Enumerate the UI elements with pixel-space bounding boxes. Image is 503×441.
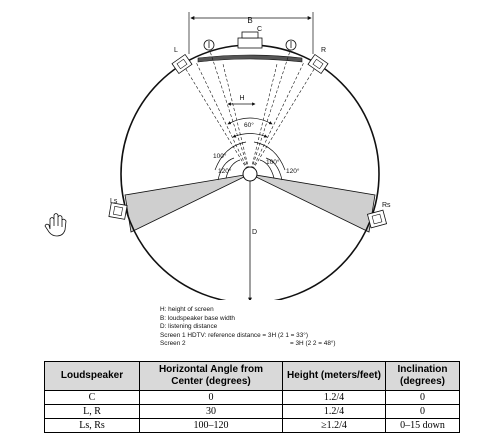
angle-100-left-label: 100° — [213, 153, 227, 160]
angle-60-label: 60° — [244, 122, 254, 129]
screen — [198, 55, 302, 62]
left-surround-sector — [125, 174, 250, 232]
speaker-front-left-alt — [204, 40, 214, 50]
cell-loudspeaker: C — [45, 391, 140, 405]
note-screen2 — [160, 340, 336, 349]
note-h: H: height of screen — [160, 306, 214, 313]
h-label: H — [239, 95, 245, 102]
speaker-c-label: C — [257, 26, 263, 33]
speaker-l-label: L — [174, 47, 178, 54]
header-horizontal-angle: Horizontal Angle from Center (degrees) — [140, 362, 283, 391]
cell-loudspeaker: L, R — [45, 405, 140, 419]
speaker-ls-label: Ls — [110, 198, 118, 205]
d-label: D — [252, 229, 258, 236]
note-screen1-label: Screen 1 HDTV: reference distance = 3H (2 — [160, 331, 284, 339]
note-screen1-value: 1 = 33°) — [285, 331, 308, 339]
cell-inclination: 0 — [386, 405, 460, 419]
angle-120-right-label: 120° — [286, 168, 300, 175]
cell-angle: 30 — [140, 405, 283, 419]
note-screen2-value-tail: 2 = 48°) — [312, 340, 336, 348]
note-screen2-value-head: = 3H (2 — [290, 340, 312, 348]
cell-height: ≥1.2/4 — [283, 419, 386, 433]
note-screen2-label: Screen 2 — [160, 340, 186, 348]
speaker-rs-label: Rs — [382, 202, 391, 209]
b-label: B — [247, 16, 253, 25]
table-row — [45, 405, 460, 419]
listener-position — [243, 167, 257, 181]
cell-inclination: 0 — [386, 391, 460, 405]
hand-cursor-icon — [45, 214, 66, 237]
table-header-row — [45, 362, 460, 391]
note-screen1 — [160, 332, 308, 341]
note-d: D: listening distance — [160, 323, 218, 331]
header-loudspeaker: Loudspeaker — [45, 362, 140, 391]
note-b: B: loudspeaker base width — [160, 314, 235, 322]
header-height: Height (meters/feet) — [283, 362, 386, 391]
header-inclination: Inclination (degrees) — [386, 362, 460, 391]
speaker-front-right-alt — [286, 40, 296, 50]
diagram-legend-notes — [160, 306, 336, 349]
cell-inclination: 0–15 down — [386, 419, 460, 433]
angle-120-left-label: 120° — [218, 168, 232, 175]
loudspeaker-spec-table — [44, 361, 460, 433]
table-row — [45, 419, 460, 433]
note-screen2-value — [290, 340, 336, 349]
cell-angle: 100–120 — [140, 419, 283, 433]
speaker-c — [238, 26, 262, 48]
speaker-r-label: R — [321, 47, 327, 54]
cell-loudspeaker: Ls, Rs — [45, 419, 140, 433]
cell-angle: 0 — [140, 391, 283, 405]
angle-100-right-label: 100° — [266, 159, 280, 166]
table-row — [45, 391, 460, 405]
right-surround-sector — [250, 174, 375, 232]
cell-height: 1.2/4 — [283, 391, 386, 405]
cell-height: 1.2/4 — [283, 405, 386, 419]
